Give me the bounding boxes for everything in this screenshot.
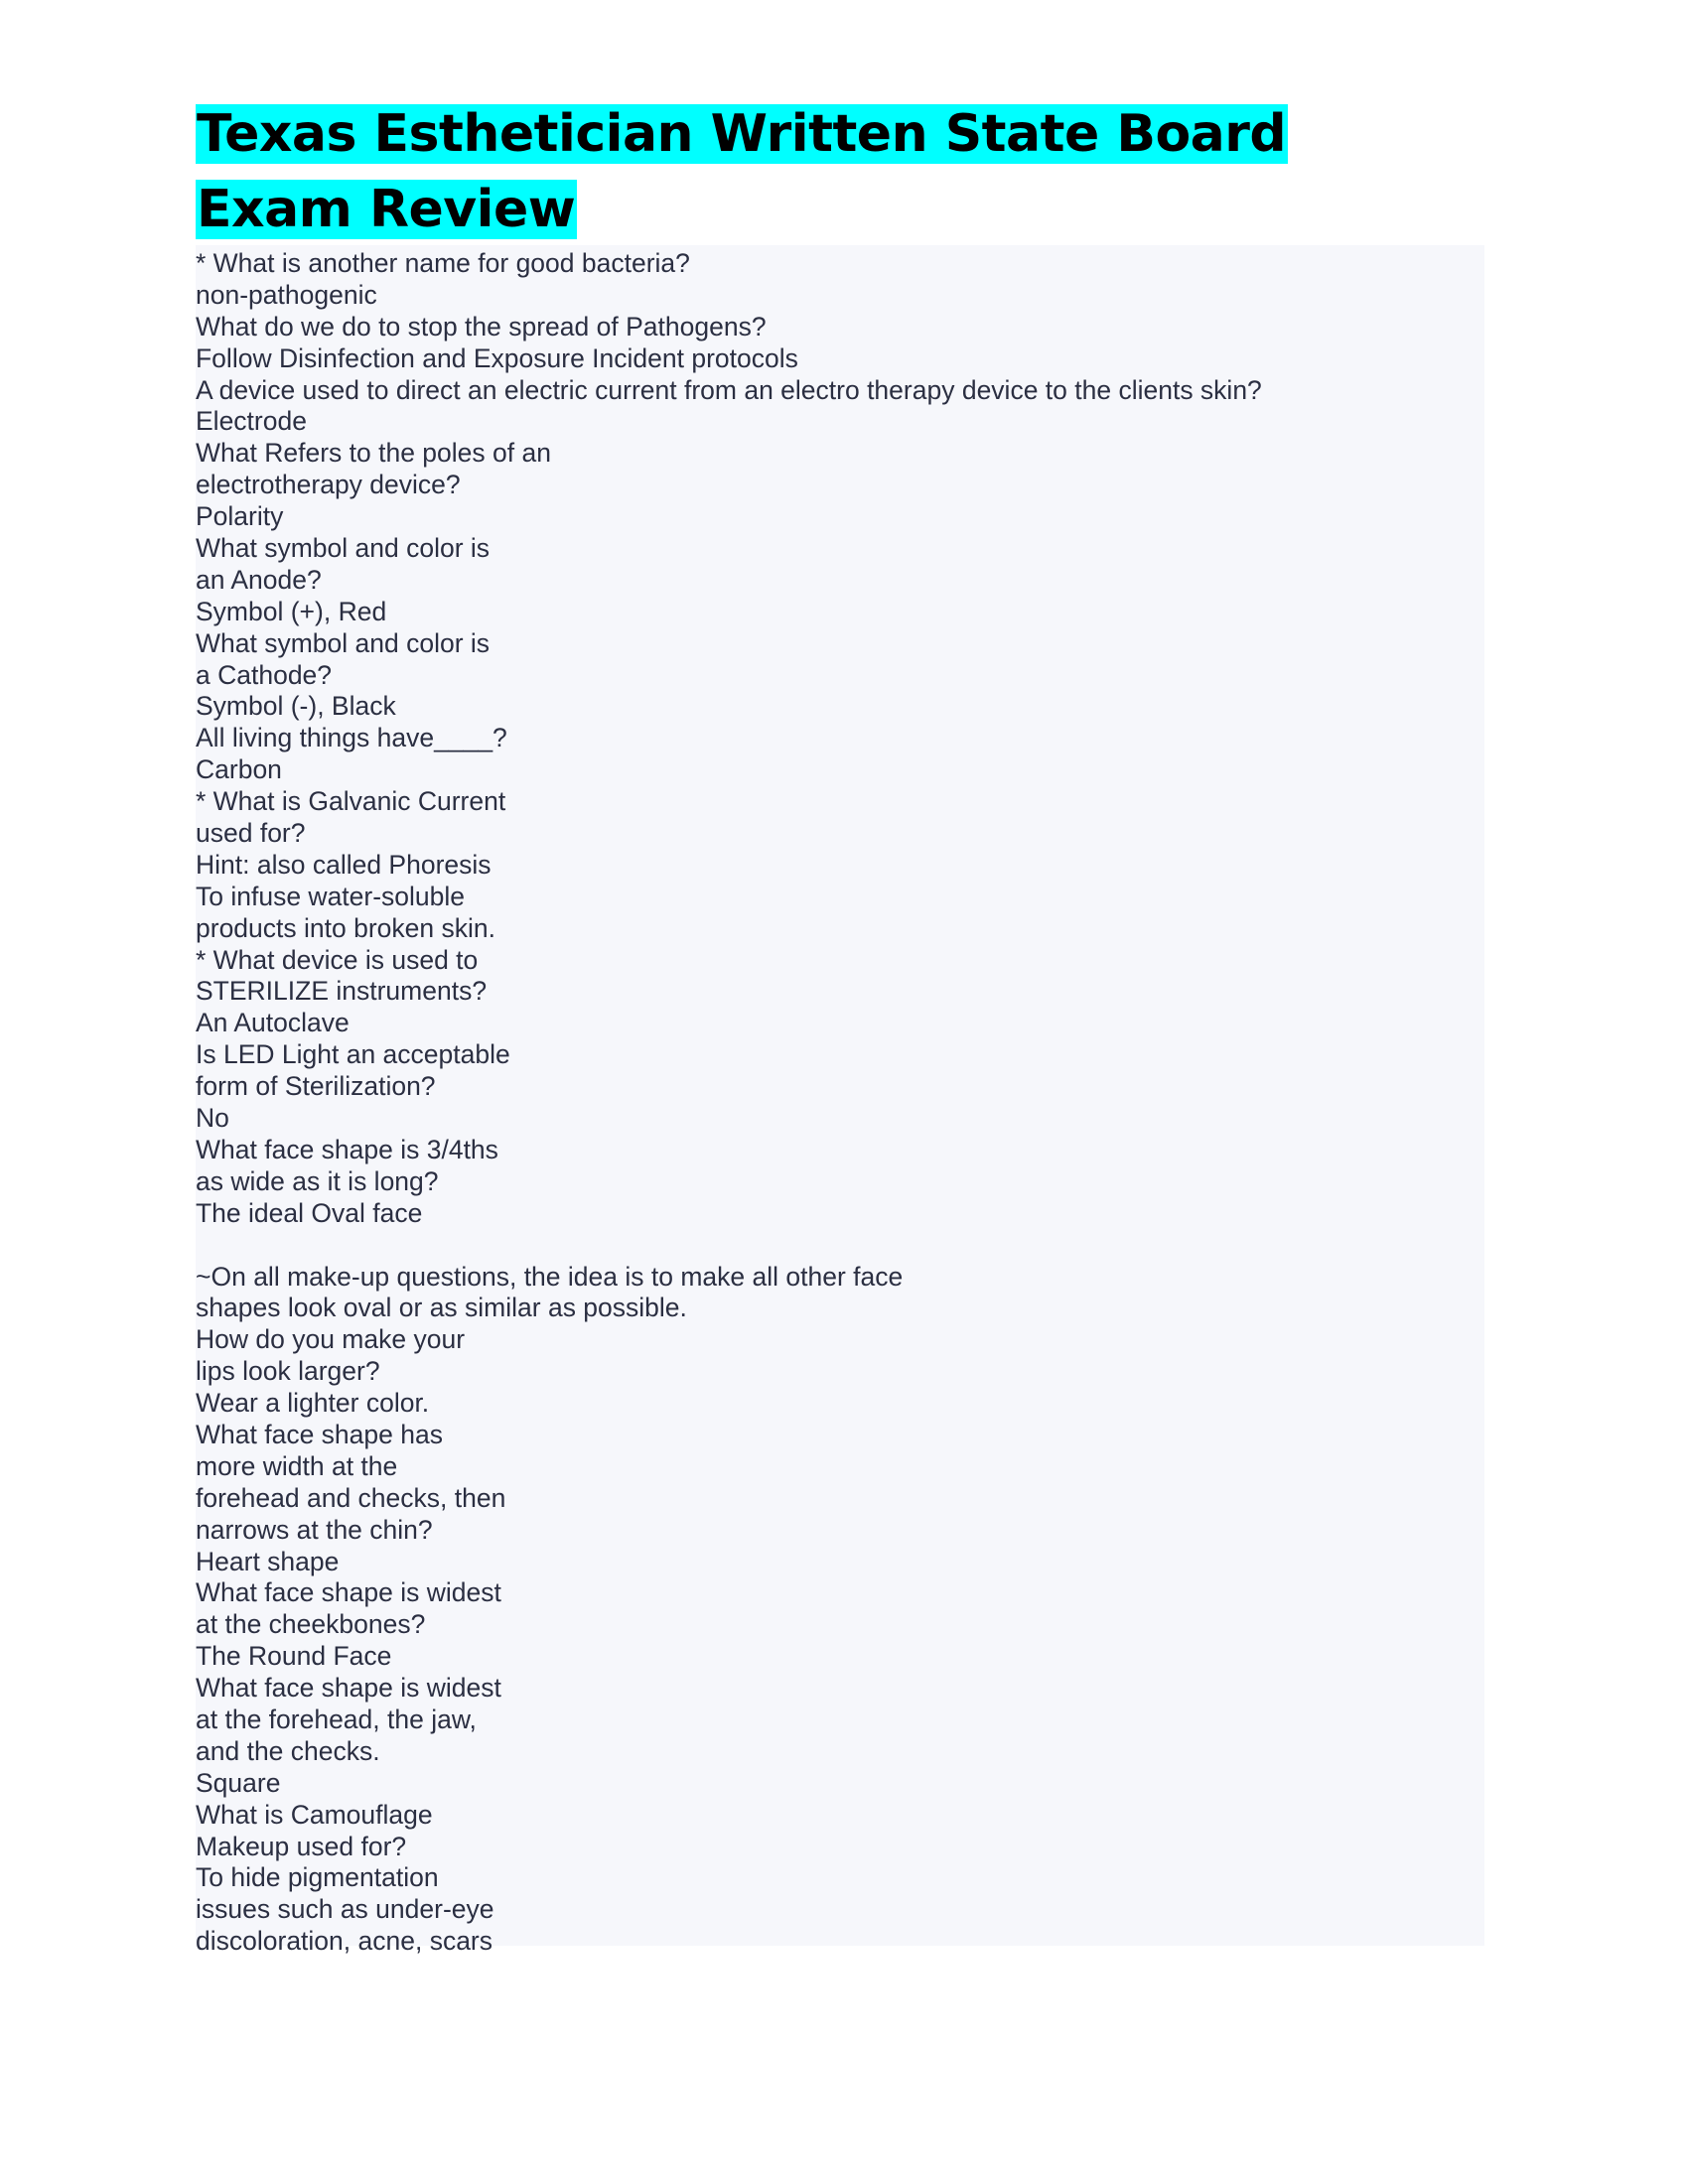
text-line: What face shape is widest [196, 1673, 501, 1704]
text-line: What face shape has [196, 1419, 443, 1449]
text-line: What face shape is widest [196, 1577, 501, 1608]
text-line: lips look larger? [196, 1356, 380, 1387]
text-line: What symbol and color is [196, 533, 491, 564]
text-line: at the forehead, the jaw, [196, 1704, 477, 1734]
text-line: * What device is used to [196, 944, 479, 975]
text-line: The Round Face [196, 1641, 392, 1672]
document-body [196, 245, 1484, 1957]
text-line: Carbon [196, 754, 282, 785]
text-line: an Anode? [196, 564, 322, 595]
text-line: Electrode [196, 406, 307, 437]
text-line: used for? [196, 818, 306, 849]
text-line: ~On all make-up questions, the idea is to make all other face [196, 1261, 904, 1292]
text-line: Heart shape [196, 1546, 340, 1576]
text-line: shapes look oval or as similar as possible. [196, 1293, 687, 1323]
text-line: Wear a lighter color. [196, 1388, 430, 1419]
blank-line [196, 1230, 1484, 1262]
text-line: What Refers to the poles of an [196, 438, 551, 469]
text-line: at the cheekbones? [196, 1609, 426, 1640]
text-line: and the checks. [196, 1735, 380, 1766]
text-line: Makeup used for? [196, 1831, 407, 1861]
text-line: * What is another name for good bacteria? [196, 248, 690, 278]
text-line: Follow Disinfection and Exposure Incident protocols [196, 342, 798, 373]
text-line: non-pathogenic [196, 279, 377, 310]
text-line: electrotherapy device? [196, 470, 461, 500]
text-line: What face shape is 3/4ths [196, 1134, 498, 1164]
document-title-text: Texas Esthetician Written State Board Exam Review [197, 104, 1287, 239]
text-line: Symbol (+), Red [196, 596, 387, 626]
text-line: To infuse water-soluble [196, 881, 466, 911]
text-line: form of Sterilization? [196, 1071, 436, 1102]
text-line: narrows at the chin? [196, 1514, 433, 1545]
text-line: A device used to direct an electric current from an electro therapy device to the clients skin? [196, 374, 1262, 405]
text-line: products into broken skin. [196, 912, 495, 943]
text-line: a Cathode? [196, 659, 333, 690]
text-line: How do you make your [196, 1324, 466, 1355]
text-line: STERILIZE instruments? [196, 976, 488, 1007]
text-line: Square [196, 1767, 281, 1798]
text-line: What symbol and color is [196, 627, 491, 658]
text-line: discoloration, acne, scars [196, 1926, 493, 1957]
text-line: An Autoclave [196, 1008, 350, 1038]
text-line: What do we do to stop the spread of Pathogens? [196, 311, 767, 341]
text-line: No [196, 1103, 229, 1134]
text-line: What is Camouflage [196, 1799, 433, 1830]
text-line: more width at the [196, 1450, 398, 1481]
text-line: Is LED Light an acceptable [196, 1039, 510, 1070]
text-line: The ideal Oval face [196, 1197, 423, 1228]
text-line: * What is Galvanic Current [196, 786, 506, 817]
text-line: as wide as it is long? [196, 1165, 439, 1196]
text-line: All living things have____? [196, 723, 507, 753]
document-title [196, 96, 1347, 247]
text-line: Hint: also called Phoresis [196, 849, 492, 880]
text-line: issues such as under-eye [196, 1894, 494, 1925]
text-line: To hide pigmentation [196, 1862, 439, 1893]
text-line: Symbol (-), Black [196, 691, 396, 722]
text-line: Polarity [196, 501, 284, 532]
text-line: forehead and checks, then [196, 1482, 506, 1513]
